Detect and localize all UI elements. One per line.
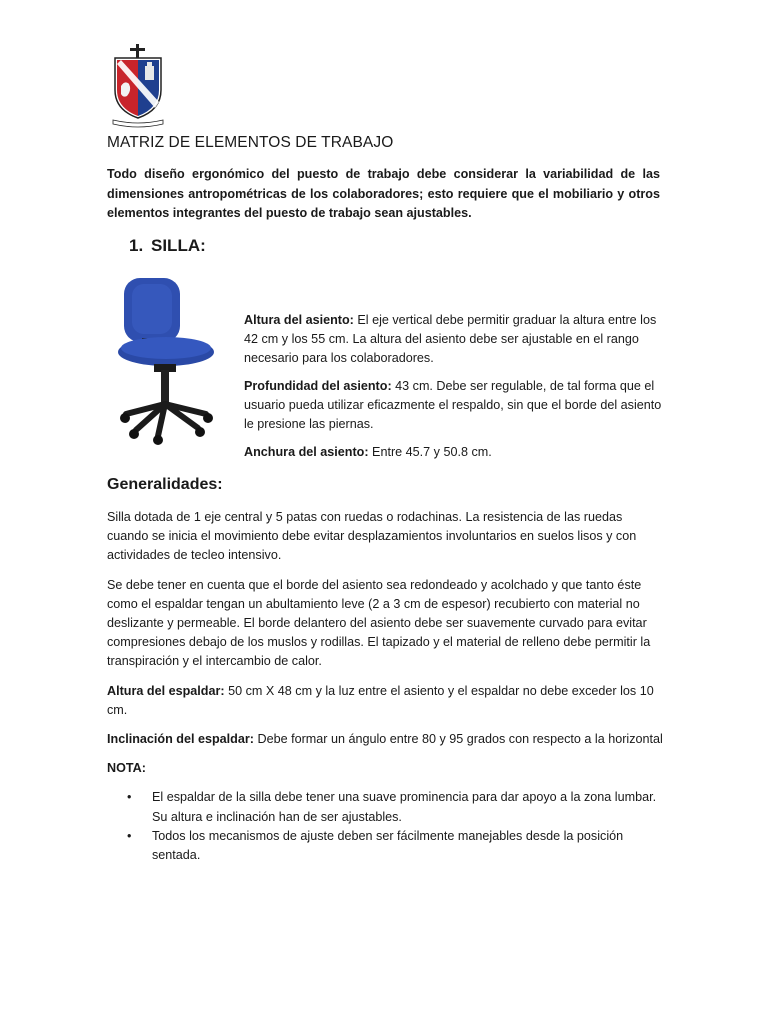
spec-text: El eje vertical debe permitir graduar la altura entre los 42 cm y los 55 cm. La altura del asiento debe ser ajustable en el rango necesario para los colaboradores. bbox=[244, 313, 657, 365]
office-chair-image bbox=[112, 272, 230, 450]
note-text: Todos los mecanismos de ajuste deben ser fácilmente manejables desde la posición sentada. bbox=[152, 828, 624, 863]
note-text: El espaldar de la silla debe tener una suave prominencia para dar apoyo a la zona lumbar. Su altura e inclinación han de ser ajustables. bbox=[152, 790, 657, 824]
spec-text: 43 cm. Debe ser regulable, de tal forma que el usuario pueda utilizar eficazmente el respaldo, sin que el borde del asiento le presione las piernas. bbox=[244, 379, 662, 431]
backrest-incline-text: Debe formar un ángulo entre 80 y 95 grados con respecto a la horizontal bbox=[253, 732, 663, 747]
coat-of-arms-icon bbox=[107, 44, 169, 130]
note-label: NOTA: bbox=[107, 761, 146, 776]
generalidades-heading: Generalidades: bbox=[107, 476, 223, 493]
document-title: MATRIZ DE ELEMENTOS DE TRABAJO bbox=[107, 134, 394, 151]
spec-seat-depth bbox=[244, 377, 664, 434]
notes-list bbox=[107, 788, 667, 865]
section-title: SILLA: bbox=[151, 236, 206, 255]
spec-text: Entre 45.7 y 50.8 cm. bbox=[368, 445, 492, 459]
list-item bbox=[107, 788, 657, 826]
bullet-icon: • bbox=[127, 790, 132, 805]
backrest-height-text: 50 cm X 48 cm y la luz entre el asiento y el espaldar no debe exceder los 10 cm. bbox=[107, 683, 654, 717]
paragraph-base: Silla dotada de 1 eje central y 5 patas con ruedas o rodachinas. La resistencia de las ruedas cuando se inicia el movimiento debe evitar desplazamientos involuntarios en suelos lisos y con actividades de tecleo intensivo. bbox=[107, 510, 637, 563]
spec-label: Altura del asiento: bbox=[244, 313, 354, 327]
backrest-incline-label: Inclinación del espaldar: bbox=[107, 732, 254, 747]
intro-paragraph: Todo diseño ergonómico del puesto de trabajo debe considerar la variabilidad de las dimensiones antropométricas de los colaboradores; esto requiere que el mobiliario y otros elementos integrantes del puesto de trabajo sean ajustables. bbox=[107, 167, 660, 220]
seat-specs bbox=[244, 311, 664, 471]
section-heading-silla bbox=[129, 236, 206, 256]
bullet-icon: • bbox=[127, 828, 132, 843]
spec-label: Profundidad del asiento: bbox=[244, 379, 392, 393]
paragraph-seat-edge: Se debe tener en cuenta que el borde del asiento sea redondeado y acolchado y que tanto éste como el espaldar tengan un abultamiento leve (2 a 3 cm de espesor) recubierto con material no deslizante y permeable. El borde delantero del asiento debe ser suavemente curvado para evitar compresiones debajo de los muslos y rodillas. El tapizado y el material de relleno debe permitir la transpiración y el intercambio de calor. bbox=[107, 577, 651, 669]
generalidades-body bbox=[107, 508, 667, 865]
section-number: 1. bbox=[129, 236, 144, 255]
backrest-height-label: Altura del espaldar: bbox=[107, 683, 225, 698]
paragraph-backrest-incline bbox=[107, 730, 667, 749]
spec-seat-height bbox=[244, 311, 664, 368]
paragraph-backrest-height bbox=[107, 682, 667, 720]
list-item bbox=[107, 827, 657, 865]
spec-seat-width bbox=[244, 443, 664, 462]
spec-label: Anchura del asiento: bbox=[244, 445, 369, 459]
